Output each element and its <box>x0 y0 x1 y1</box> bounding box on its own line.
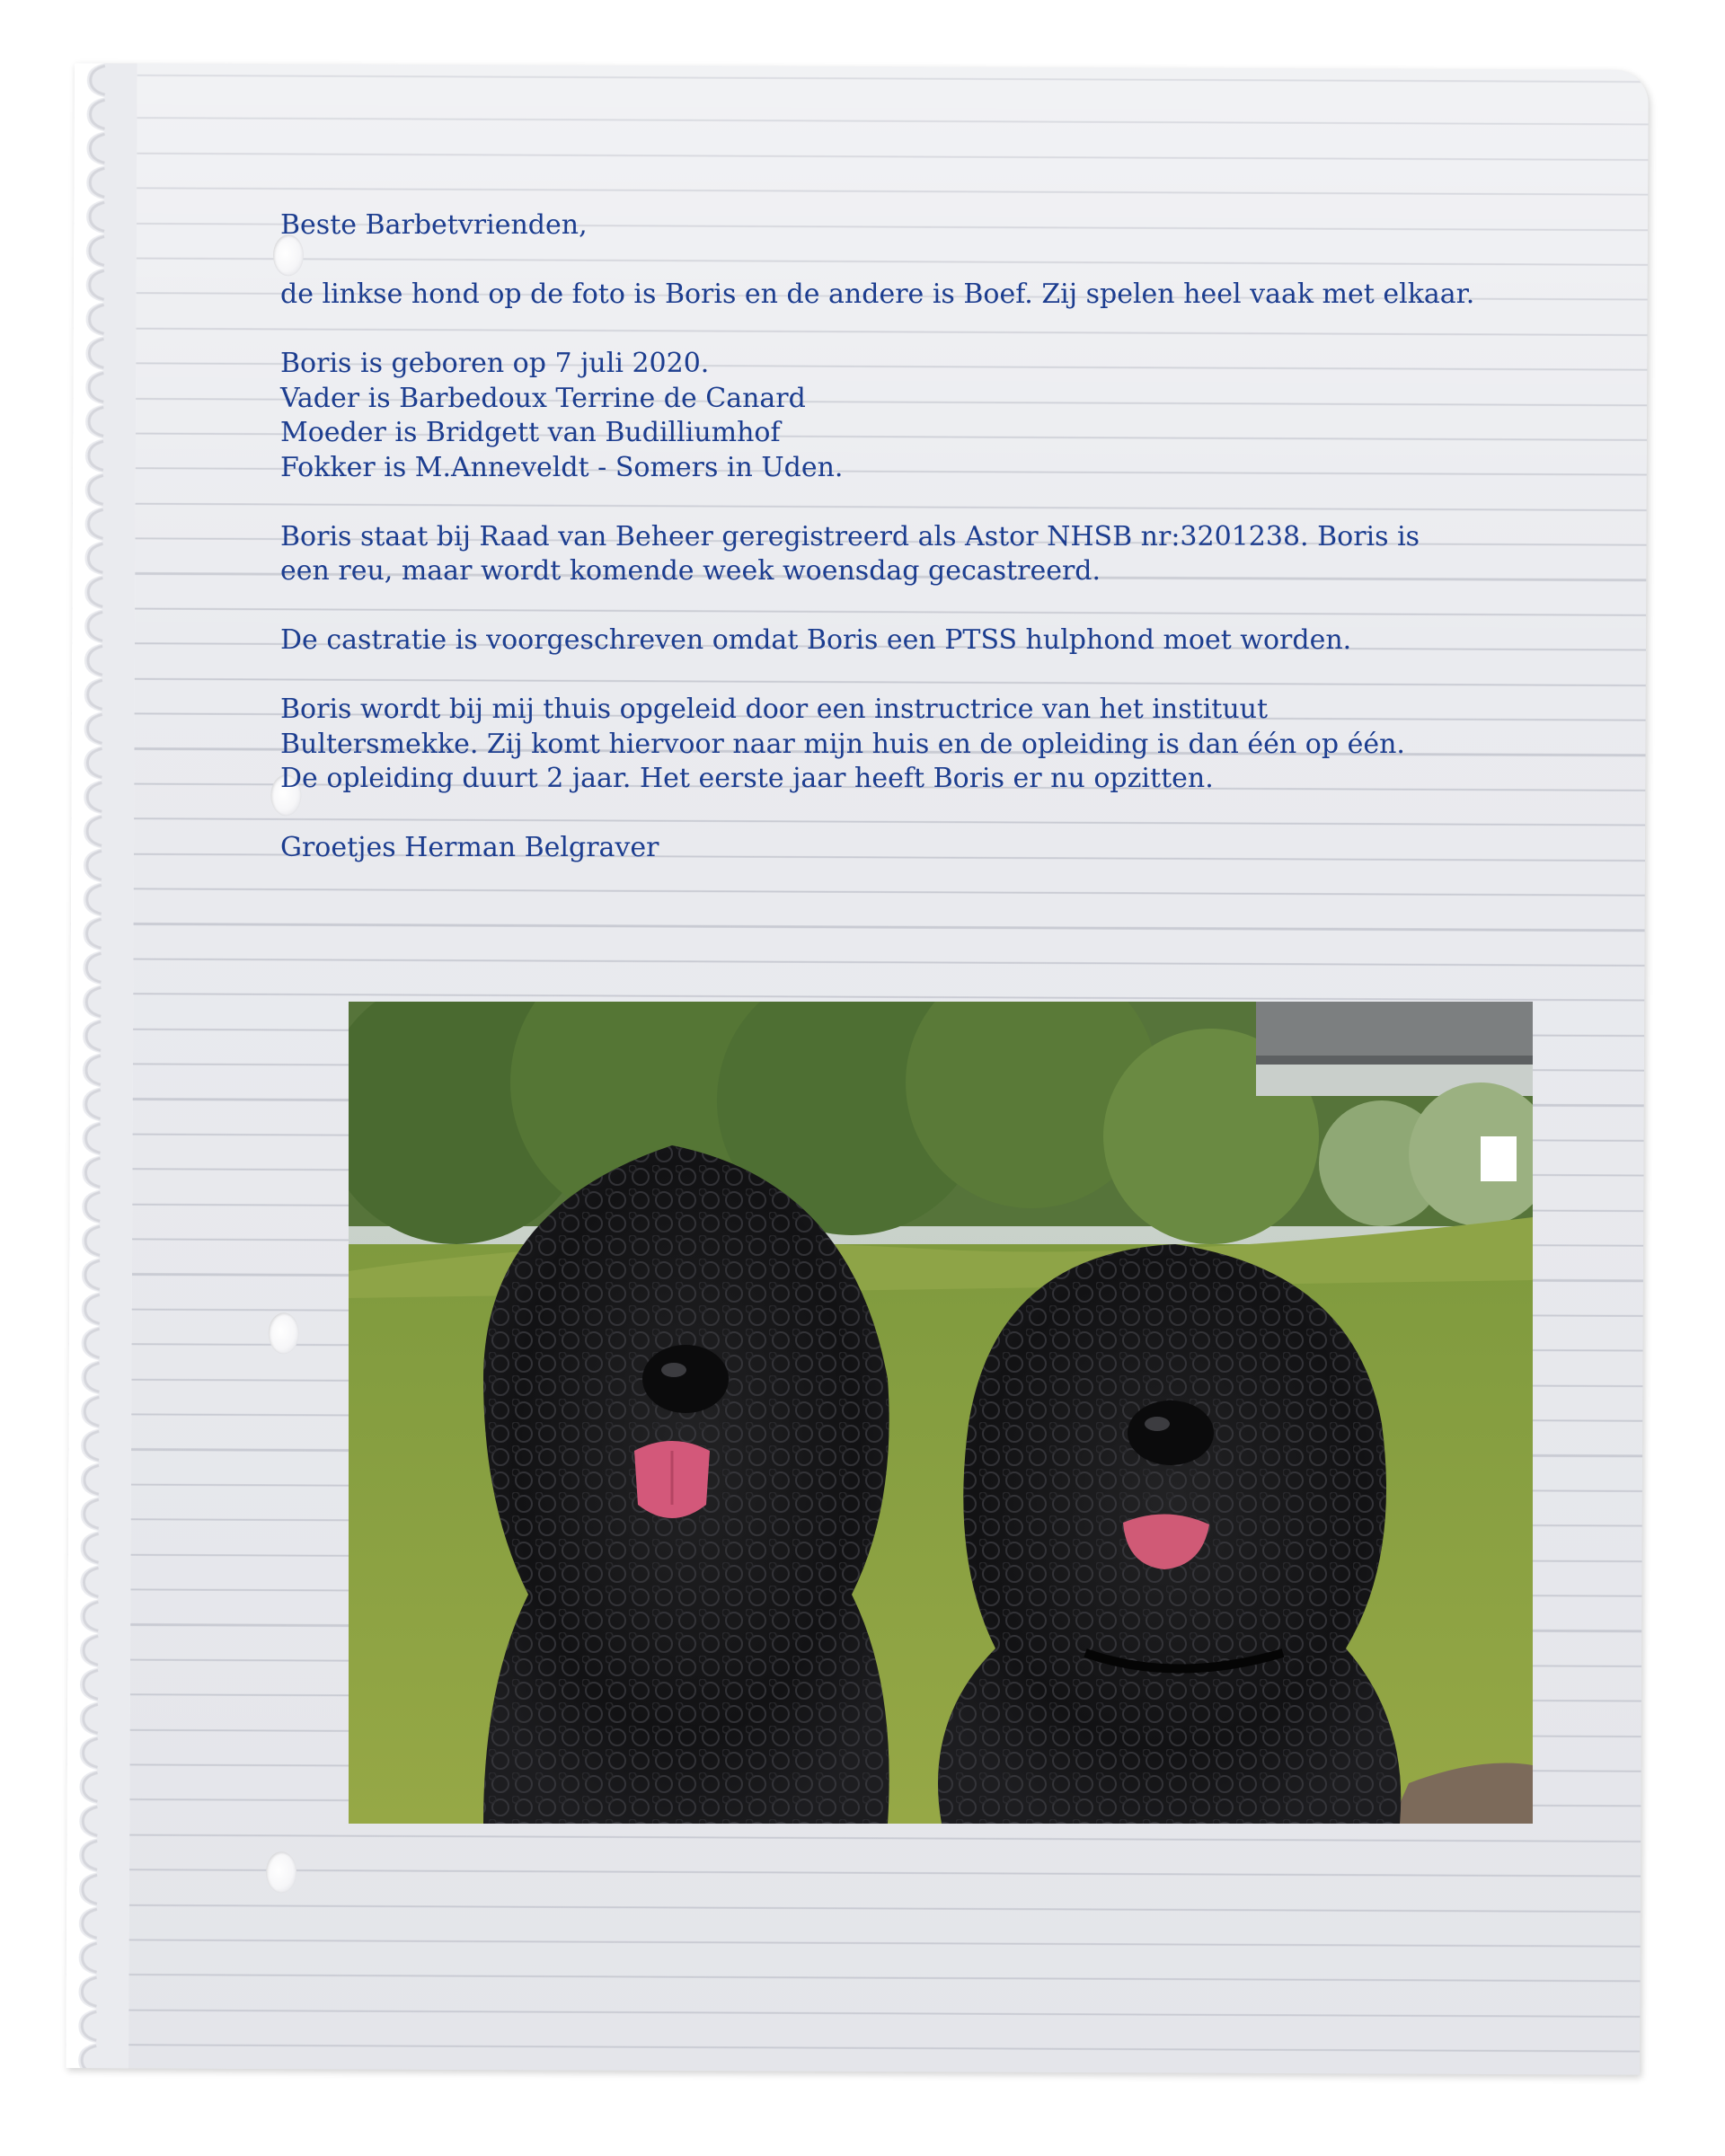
bridge <box>1256 1002 1533 1056</box>
training-instructor: Boris wordt bij mij thuis opgeleid door een instructrice van het instituut Bultersmekke. Zij komt hiervoor naar mijn huis en de opleiding is dan één op één. <box>280 694 1405 760</box>
letter-text <box>280 208 1574 900</box>
detail-mother: Moeder is Bridgett van Budilliumhof <box>280 417 781 448</box>
letter-greeting: Beste Barbetvrienden, <box>280 209 588 241</box>
dog-boef <box>938 1244 1401 1824</box>
letter-registration: Boris staat bij Raad van Beheer geregistreerd als Astor NHSB nr:3201238. Boris is een reu, maar wordt komende week woensdag gecastreerd. <box>280 520 1420 587</box>
training-duration: De opleiding duurt 2 jaar. Het eerste jaar heeft Boris er nu opzitten. <box>280 763 1214 794</box>
letter-castration: De castratie is voorgeschreven omdat Boris een PTSS hulphond moet worden. <box>280 624 1352 656</box>
punch-hole-lower <box>269 1312 299 1354</box>
letter-intro: de linkse hond op de foto is Boris en de andere is Boef. Zij spelen heel vaak met elkaar. <box>280 278 1475 310</box>
dogs-illustration <box>349 1002 1533 1824</box>
detail-father: Vader is Barbedoux Terrine de Canard <box>280 382 806 414</box>
torn-spiral-edge <box>66 63 137 2068</box>
detail-birth: Boris is geboren op 7 juli 2020. <box>280 348 710 379</box>
boef-nose <box>1128 1401 1214 1465</box>
detail-breeder: Fokker is M.Anneveldt - Somers in Uden. <box>280 451 844 483</box>
dog-boris <box>483 1145 889 1824</box>
punch-hole-bottom <box>266 1851 296 1893</box>
letter-signoff: Groetjes Herman Belgraver <box>280 832 659 863</box>
letter-details <box>280 347 1574 485</box>
boris-nose <box>642 1345 729 1413</box>
letter-training <box>280 693 1574 797</box>
dogs-photo <box>349 1002 1533 1824</box>
